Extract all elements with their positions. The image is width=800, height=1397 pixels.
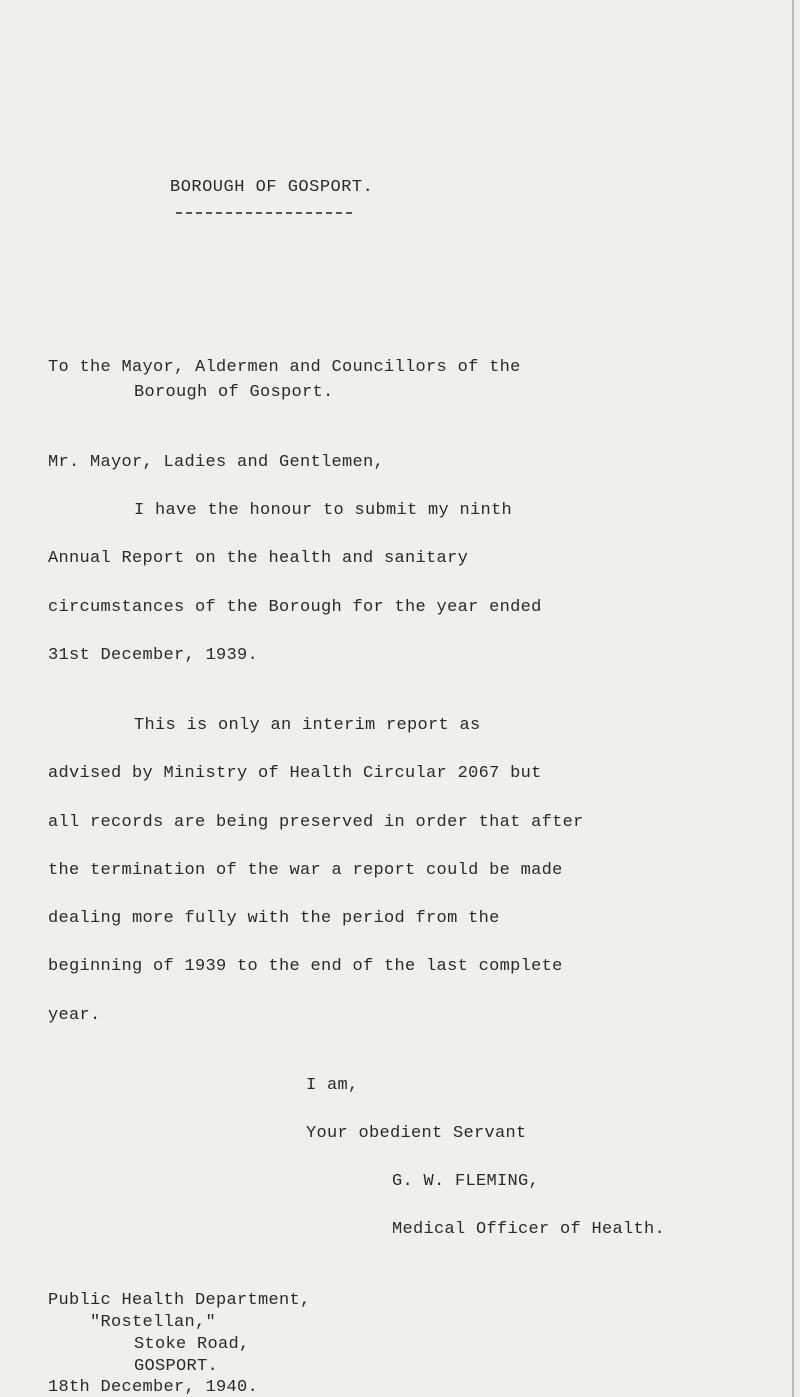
signatory-title: Medical Officer of Health.: [392, 1220, 666, 1239]
paragraph-2-line-4: the termination of the war a report could be made: [48, 861, 563, 880]
paragraph-2-line-1: This is only an interim report as: [134, 716, 481, 735]
paragraph-2-line-5: dealing more fully with the period from the: [48, 909, 500, 928]
address-line-1: To the Mayor, Aldermen and Councillors of the: [48, 358, 521, 377]
paragraph-1-line-4: 31st December, 1939.: [48, 646, 259, 665]
address-line-2: Borough of Gosport.: [134, 383, 334, 402]
page-edge: [792, 0, 794, 1397]
paragraph-1-line-1: I have the honour to submit my ninth: [134, 501, 513, 520]
paragraph-2-line-2: advised by Ministry of Health Circular 2067 but: [48, 764, 542, 783]
sender-address-line-2: "Rostellan,": [90, 1313, 217, 1332]
salutation: Mr. Mayor, Ladies and Gentlemen,: [48, 453, 385, 472]
document-heading: BOROUGH OF GOSPORT.: [170, 178, 374, 197]
signatory-name: G. W. FLEMING,: [392, 1172, 540, 1191]
paragraph-2-line-6: beginning of 1939 to the end of the last complete: [48, 957, 563, 976]
paragraph-2-line-7: year.: [48, 1006, 101, 1025]
paragraph-1-line-3: circumstances of the Borough for the year ended: [48, 598, 542, 617]
closing-servant: Your obedient Servant: [306, 1124, 527, 1143]
letter-date: 18th December, 1940.: [48, 1378, 259, 1397]
sender-address-line-3: Stoke Road,: [134, 1335, 250, 1354]
heading-underline: [176, 212, 352, 214]
sender-address-line-4: GOSPORT.: [134, 1357, 219, 1376]
closing-i-am: I am,: [306, 1076, 359, 1095]
paragraph-2-line-3: all records are being preserved in order that after: [48, 813, 584, 832]
sender-address-line-1: Public Health Department,: [48, 1291, 311, 1310]
paragraph-1-line-2: Annual Report on the health and sanitary: [48, 549, 469, 568]
